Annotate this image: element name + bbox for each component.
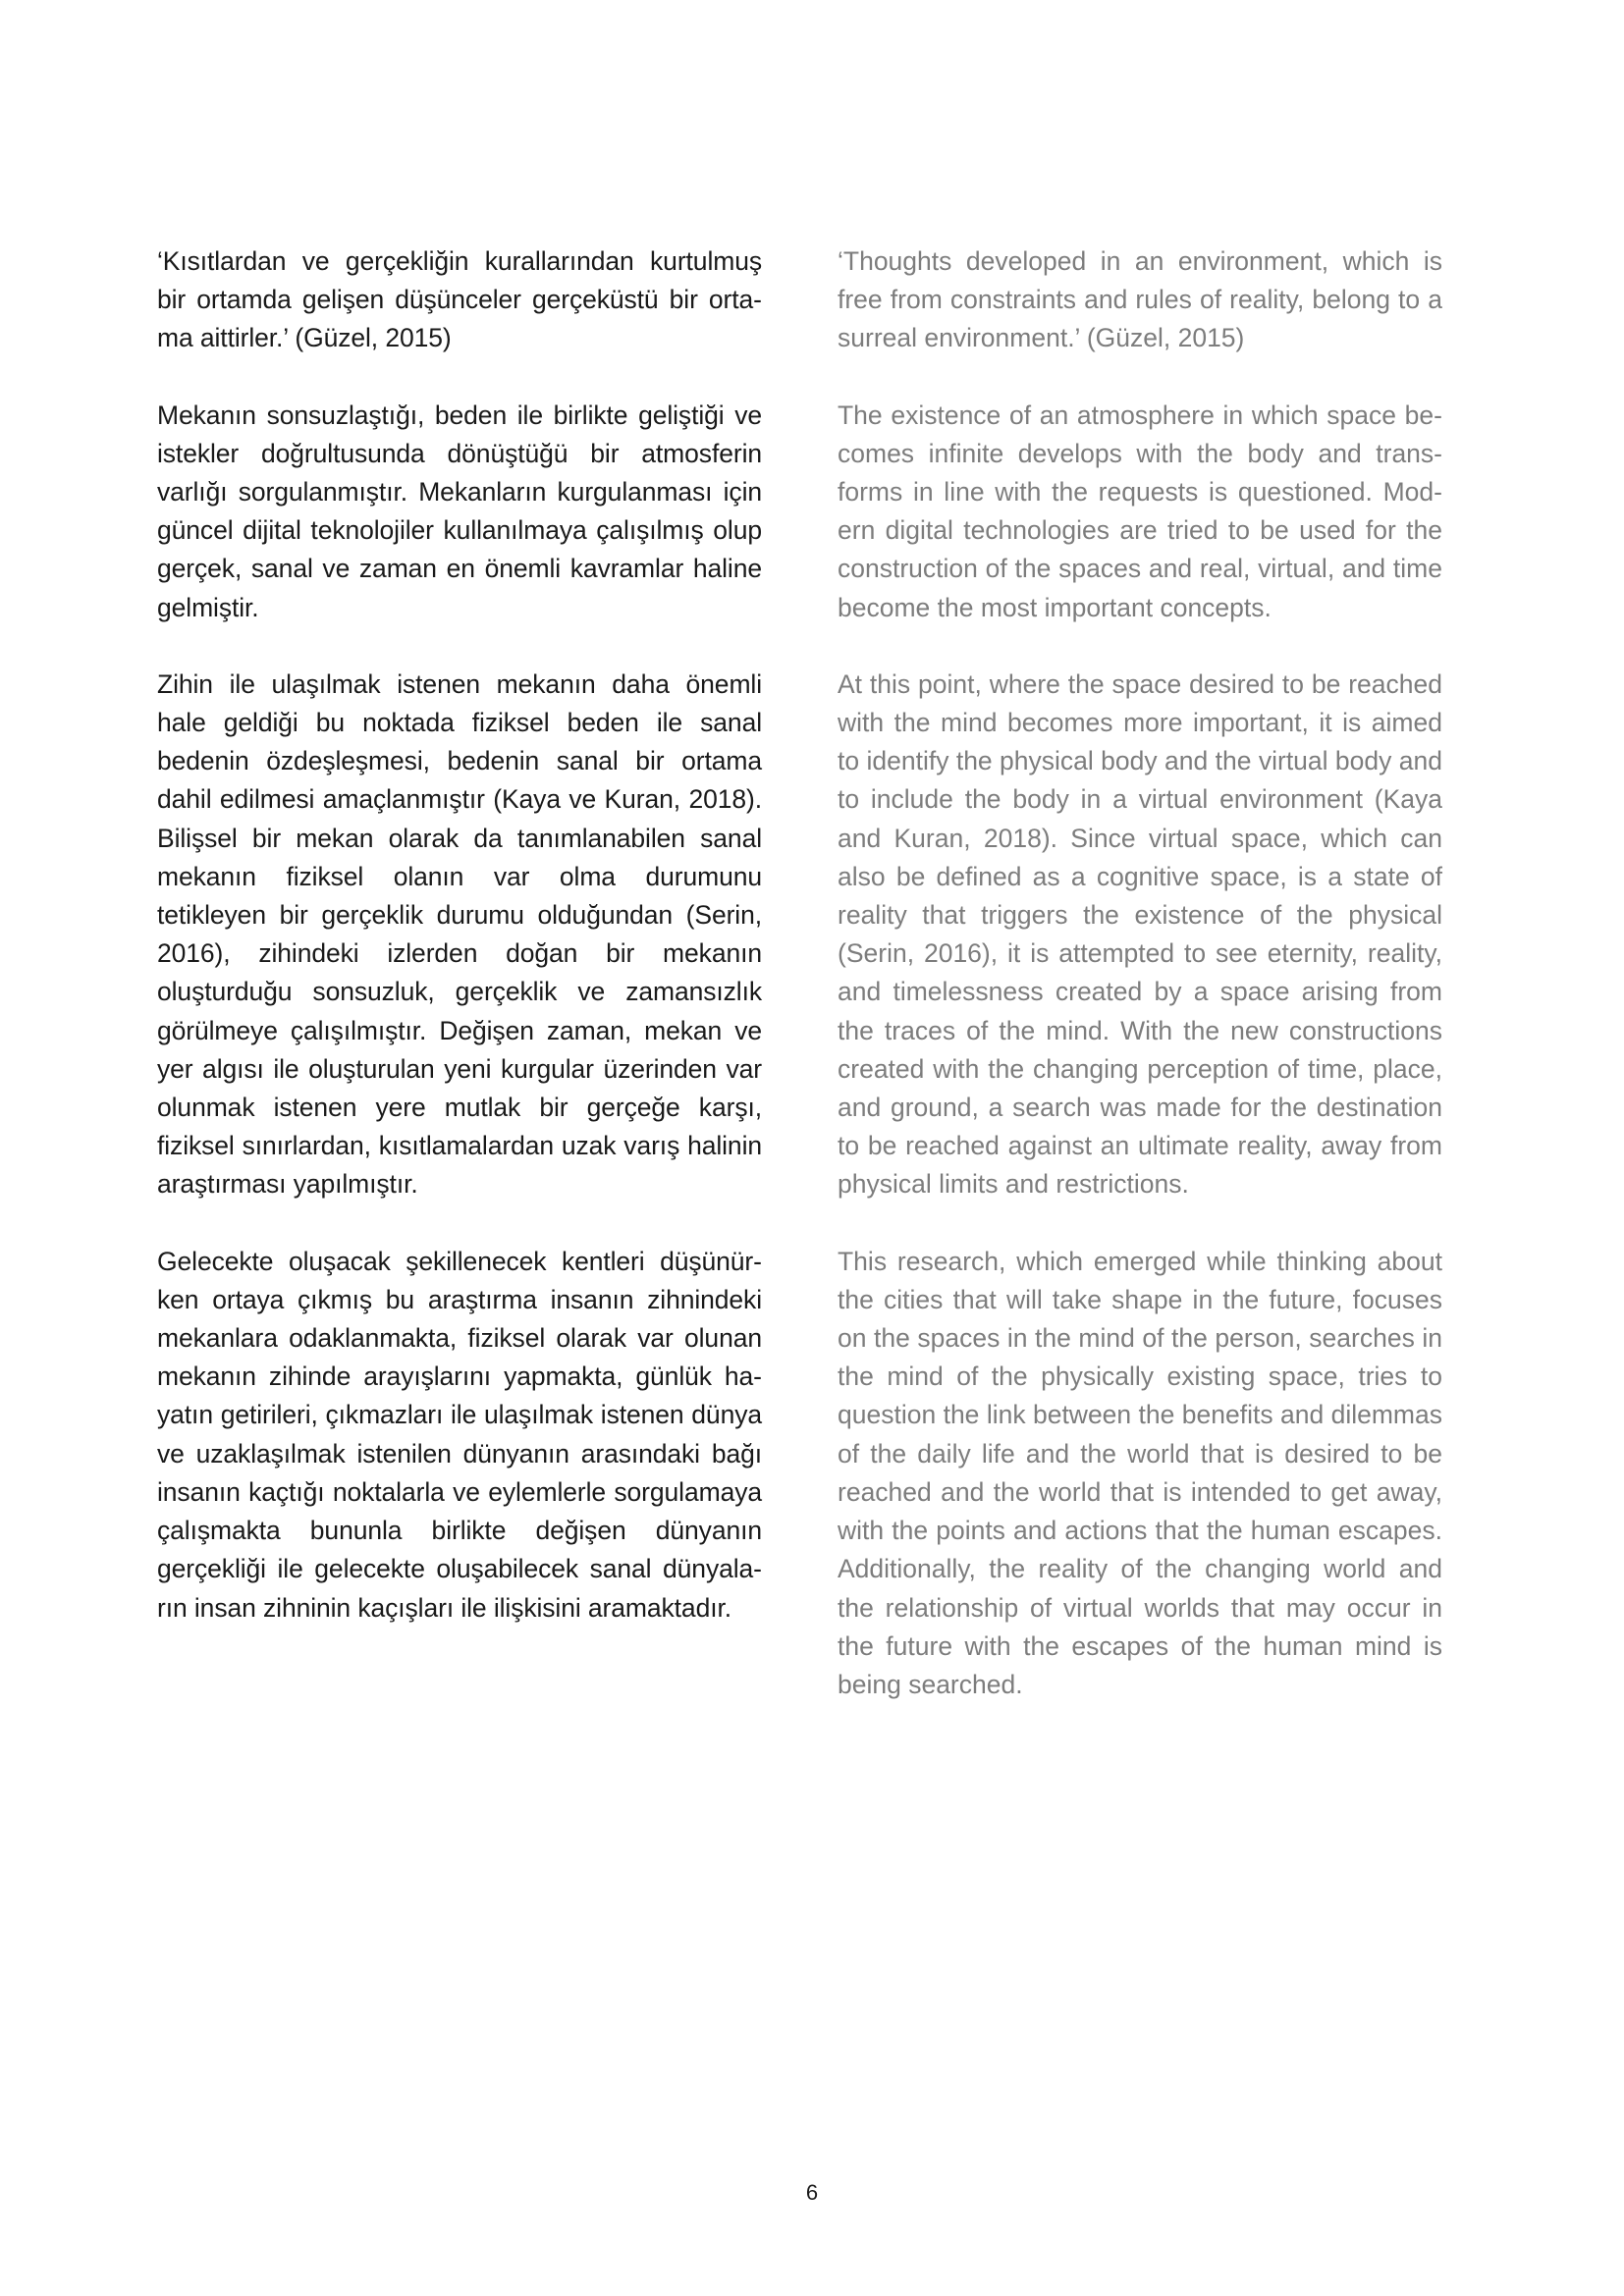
turkish-quote-paragraph: ‘Kısıtlardan ve gerçekliğin kurallarından kurtulmuş bir ortamda gelişen düşünceler gerçeküstü bir ortama aittirler.’ (Güzel, 2015) (157, 246, 762, 353)
english-paragraph-2: The existence of an atmosphere in which space becomes infinite develops with the body and transforms in line with the requests is questioned. Modern digital technologies are tried to be used for the construction of the spaces and real, virtual, and time become the most important concepts. (838, 400, 1442, 622)
english-quote-paragraph: ‘Thoughts developed in an environment, which is free from constraints and rules of reality, belong to a surreal environment.’ (Güzel, 2015) (838, 246, 1442, 353)
english-paragraph-3: At this point, where the space desired to be reached with the mind becomes more important, it is aimed to identify the physical body and the virtual body and to include the body in a virtual environment (Kaya and Kuran, 2018). Since virtual space, which can also be defined as a cognitive space, is a state of reality that triggers the existence of the physical (Serin, 2016), it is attempted to see eternity, reality, and timelessness created by a space arising from the traces of the mind. With the new constructions created with the changing perception of time, place, and ground, a search was made for the destination to be reached against an ultimate reality, away from physical limits and restrictions. (838, 668, 1442, 1200)
turkish-text-column (157, 242, 762, 1666)
turkish-paragraph-2: Mekanın sonsuzlaştığı, beden ile birlikte geliştiği ve istekler doğrultusunda dönüştüğü bir atmosferin varlığı sorgulanmıştır. Mekanların kurgulanması için güncel dijital teknolojiler kullanılmaya çalışılmış olup gerçek, sanal ve zaman en önemli kavramlar haline gelmiştir. (157, 400, 762, 622)
english-text-column (838, 242, 1442, 1742)
english-paragraph-4: This research, which emerged while thinking about the cities that will take shape in the future, focuses on the spaces in the mind of the person, searches in the mind of the physically existing space, tries to question the link between the benefits and dilemmas of the daily life and the world that is desired to be reached and the world that is intended to get away, with the points and actions that the human escapes. Additionally, the reality of the changing world and the relationship of virtual worlds that may occur in the future with the escapes of the human mind is being searched. (838, 1246, 1442, 1699)
turkish-paragraph-4: Gelecekte oluşacak şekillenecek kentleri düşünürken ortaya çıkmış bu araştırma insanın zihnindeki mekanlara odaklanmakta, fiziksel olarak var olunan mekanın zihinde arayışlarını yapmakta, günlük hayatın getirileri, çıkmazları ile ulaşılmak istenen dünya ve uzaklaşılmak istenilen dünyanın arasındaki bağı insanın kaçtığı noktalarla ve eylemlerle sorgulamaya çalışmakta bununla birlikte değişen dünyanın gerçekliği ile gelecekte oluşabilecek sanal dünyaların insan zihninin kaçışları ile ilişkisini aramaktadır. (157, 1246, 762, 1623)
turkish-paragraph-3: Zihin ile ulaşılmak istenen mekanın daha önemli hale geldiği bu noktada fiziksel beden ile sanal bedenin özdeşleşmesi, bedenin sanal bir ortama dahil edilmesi amaçlanmıştır (Kaya ve Kuran, 2018). Bilişsel bir mekan olarak da tanımlanabilen sanal mekanın fiziksel olanın var olma durumunu tetikleyen bir gerçeklik durumu olduğundan (Serin, 2016), zihindeki izlerden doğan bir mekanın oluşturduğu sonsuzluk, gerçeklik ve zamansızlık görülmeye çalışılmıştır. Değişen zaman, mekan ve yer algısı ile oluşturulan yeni kurgular üzerinden var olunmak istenen yere mutlak bir gerçeğe karşı, fiziksel sınırlardan, kısıtlamalardan uzak varış halinin araştırması yapılmıştır. (157, 668, 762, 1200)
page-number: 6 (805, 2180, 819, 2205)
